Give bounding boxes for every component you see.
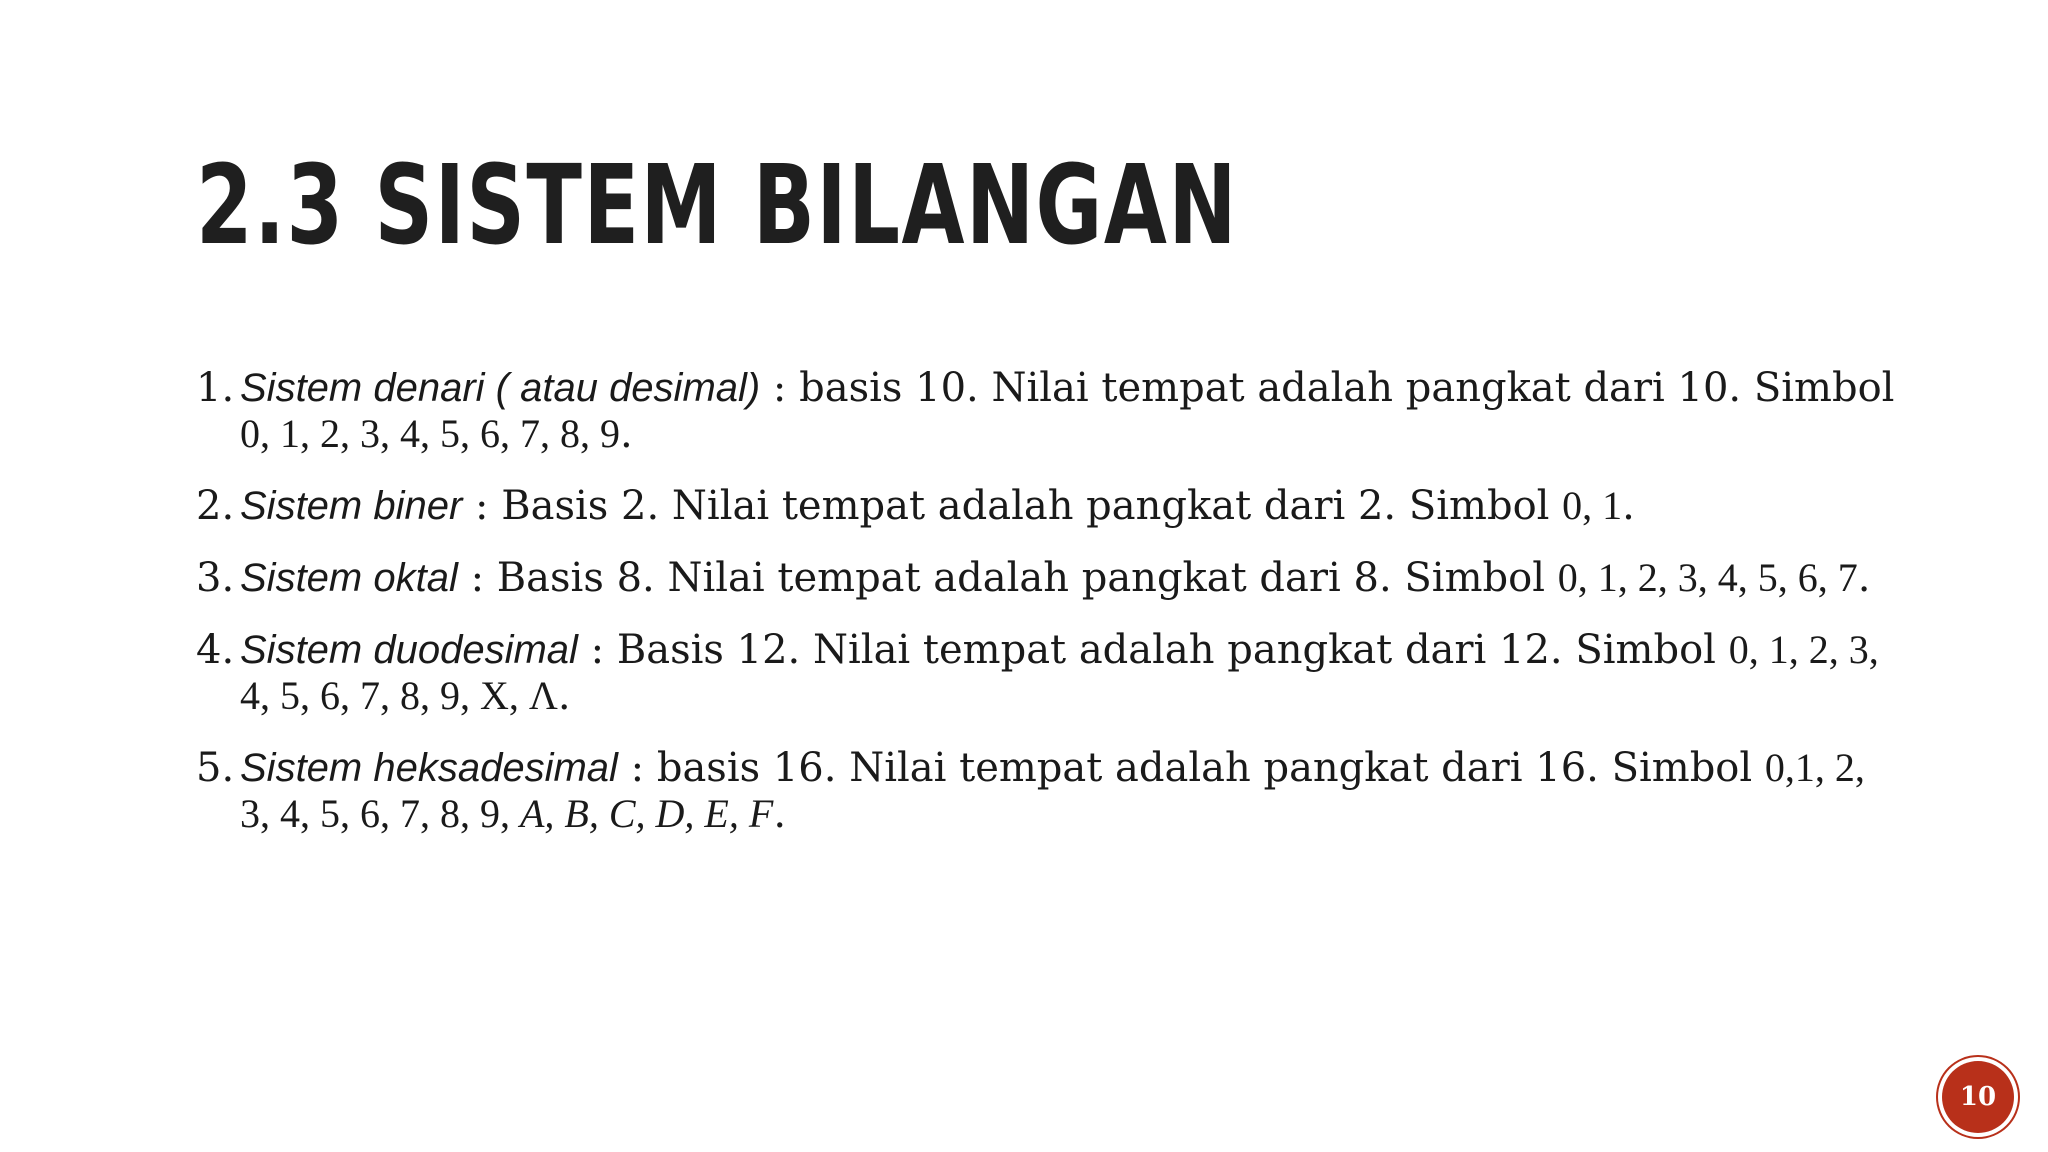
sentence-end: .	[1857, 555, 1871, 601]
list-item-hexadecimal	[196, 745, 1896, 837]
system-term: Sistem oktal	[240, 556, 458, 600]
list-item-duodecimal	[196, 627, 1896, 719]
sentence-end: .	[620, 411, 633, 457]
list-item-number: 1.	[196, 365, 235, 411]
list-item-octal	[196, 555, 1896, 601]
list-item-binary	[196, 483, 1896, 529]
page-number-badge	[1942, 1061, 2014, 1133]
system-description: : basis 10. Nilai tempat adalah pangkat dari 10. Simbol	[760, 365, 1895, 411]
list-item-decimal	[196, 365, 1896, 457]
system-term: Sistem heksadesimal	[240, 746, 618, 790]
system-symbols: 0,1, 2, 3, 4, 5, 6, 7, 8, 9,	[240, 745, 1865, 836]
list-item-body	[240, 483, 1896, 529]
system-symbols: 0, 1, 2, 3, 4, 5, 6, 7	[1557, 555, 1858, 600]
list-item-number: 4.	[196, 627, 235, 673]
list-item-body	[240, 365, 1896, 457]
system-description: : basis 16. Nilai tempat adalah pangkat dari 16. Simbol	[617, 745, 1765, 791]
system-symbols: 0, 1	[1562, 483, 1623, 528]
sentence-end: .	[557, 673, 571, 719]
system-description: : Basis 8. Nilai tempat adalah pangkat dari 8. Simbol	[457, 555, 1558, 601]
sentence-end: .	[1622, 483, 1635, 529]
number-system-list	[196, 365, 1896, 863]
system-term: Sistem denari ( atau desimal)	[240, 366, 761, 410]
system-term: Sistem biner	[240, 484, 463, 528]
list-item-number: 5.	[196, 745, 235, 791]
system-symbols: 0, 1, 2, 3, 4, 5, 6, 7, 8, 9	[240, 411, 620, 456]
slide-title: 2.3 SISTEM BILANGAN	[196, 141, 1238, 269]
system-description: : Basis 12. Nilai tempat adalah pangkat dari 12. Simbol	[577, 627, 1729, 673]
list-item-body	[240, 745, 1896, 837]
system-description: : Basis 2. Nilai tempat adalah pangkat dari 2. Simbol	[462, 483, 1563, 529]
list-item-number: 3.	[196, 555, 235, 601]
list-item-body	[240, 627, 1896, 719]
list-item-body	[240, 555, 1896, 601]
system-symbols-letters: A, B, C, D, E, F	[520, 791, 774, 836]
system-symbols: 0, 1, 2, 3, 4, 5, 6, 7, 8, 9, X, Λ	[240, 627, 1879, 718]
page-number: 10	[1959, 1082, 1997, 1112]
system-term: Sistem duodesimal	[240, 628, 578, 672]
list-item-number: 2.	[196, 483, 235, 529]
sentence-end: .	[773, 791, 787, 837]
